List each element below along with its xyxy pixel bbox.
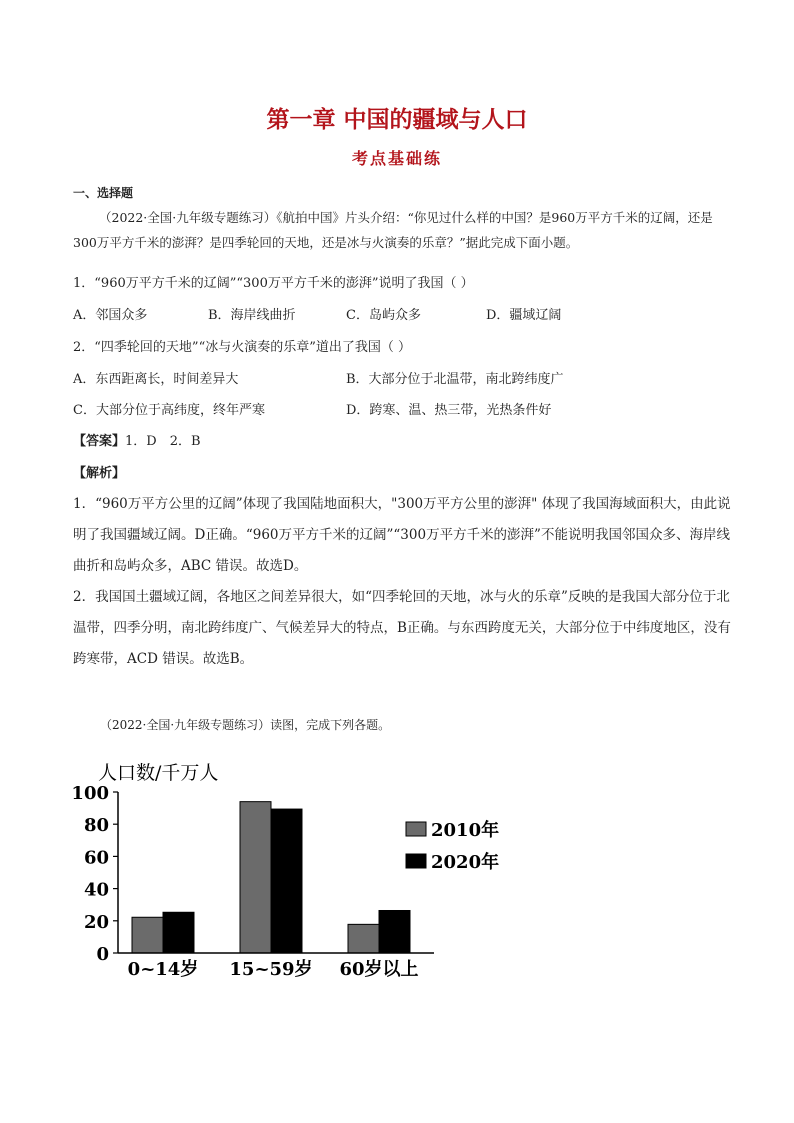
answer-line [73, 430, 201, 449]
q2-option-b: B．大部分位于北温带，南北跨纬度广 [346, 372, 564, 387]
legend-swatch [406, 822, 426, 836]
question-intro: （2022·全国·九年级专题练习）《航拍中国》片头介绍：“你见过什么样的中国？是960万平方千米的辽阔，还是300万平方千米的澎湃？是四季轮回的天地，还是冰与火演奏的乐章？”据此完成下面小题。 [73, 210, 713, 250]
legend-label: 2020年 [431, 852, 500, 873]
bar-series1 [348, 924, 379, 953]
analysis-1: 1．“960万平方公里的辽阔”体现了我国陆地面积大，"300万平方公里的澎湃" 体现了我国海域面积大，由此说明了我国疆域辽阔。D正确。“960万平方千米的辽阔”“300万平方千米的澎湃”不能说明我国邻国众多、海岸线曲折和岛屿众多，ABC 错误。故选D。 [73, 496, 731, 574]
answer-tag: 【答案】 [73, 434, 126, 449]
legend-label: 2010年 [431, 820, 500, 841]
q1-option-d: D．疆域辽阔 [486, 308, 562, 323]
q1-option-b: B．海岸线曲折 [208, 308, 296, 323]
x-category-label: 60岁以上 [339, 959, 419, 980]
bar-series2 [163, 912, 194, 953]
y-tick-label: 100 [71, 783, 109, 804]
bar-series1 [240, 802, 271, 953]
legend-swatch [406, 854, 426, 868]
y-tick-label: 80 [83, 815, 109, 837]
y-tick-label: 40 [83, 879, 109, 901]
y-tick-label: 0 [96, 944, 109, 965]
question-2-stem: 2．“四季轮回的天地”“冰与火演奏的乐章”道出了我国（ ） [73, 340, 411, 355]
analysis-2: 2．我国国土疆域辽阔，各地区之间差异很大，如“四季轮回的天地，冰与火的乐章”反映的是我国大部分位于北温带，四季分明，南北跨纬度广、气候差异大的特点，B正确。与东西跨度无关，大部分位于中纬度地区，没有跨寒带，ACD 错误。故选B。 [73, 589, 731, 667]
population-bar-chart [68, 752, 508, 992]
bar-series1 [132, 917, 163, 953]
y-ticks [71, 783, 118, 965]
legend [406, 819, 499, 873]
page-subtitle: 考点基础练 [351, 149, 442, 168]
x-categories [128, 958, 419, 980]
analysis-tag: 【解析】 [73, 466, 126, 481]
q2-option-a: A．东西距离长，时间差异大 [73, 372, 239, 387]
question-1-stem: 1．“960万平方千米的辽阔”“300万平方千米的澎湃”说明了我国（ ） [73, 276, 474, 291]
x-category-label: 15~59岁 [229, 959, 313, 980]
question-intro-2: （2022·全国·九年级专题练习）读图，完成下列各题。 [100, 718, 391, 732]
y-tick-label: 20 [83, 911, 109, 933]
bar-series2 [271, 809, 302, 953]
q1-option-c: C．岛屿众多 [346, 308, 421, 323]
y-axis-label: 人口数/千万人 [98, 762, 219, 784]
q2-option-c: C．大部分位于高纬度，终年严寒 [73, 403, 265, 418]
bars [132, 802, 410, 953]
y-tick-label: 60 [83, 847, 109, 869]
answer-text: 1．D 2．B [125, 434, 201, 449]
page-title: 第一章 中国的疆域与人口 [266, 107, 528, 133]
q2-option-d: D．跨寒、温、热三带，光热条件好 [346, 403, 552, 418]
q1-option-a: A．邻国众多 [73, 308, 148, 323]
section-heading: 一、选择题 [73, 186, 134, 200]
bar-series2 [379, 910, 410, 953]
x-category-label: 0~14岁 [127, 959, 199, 980]
